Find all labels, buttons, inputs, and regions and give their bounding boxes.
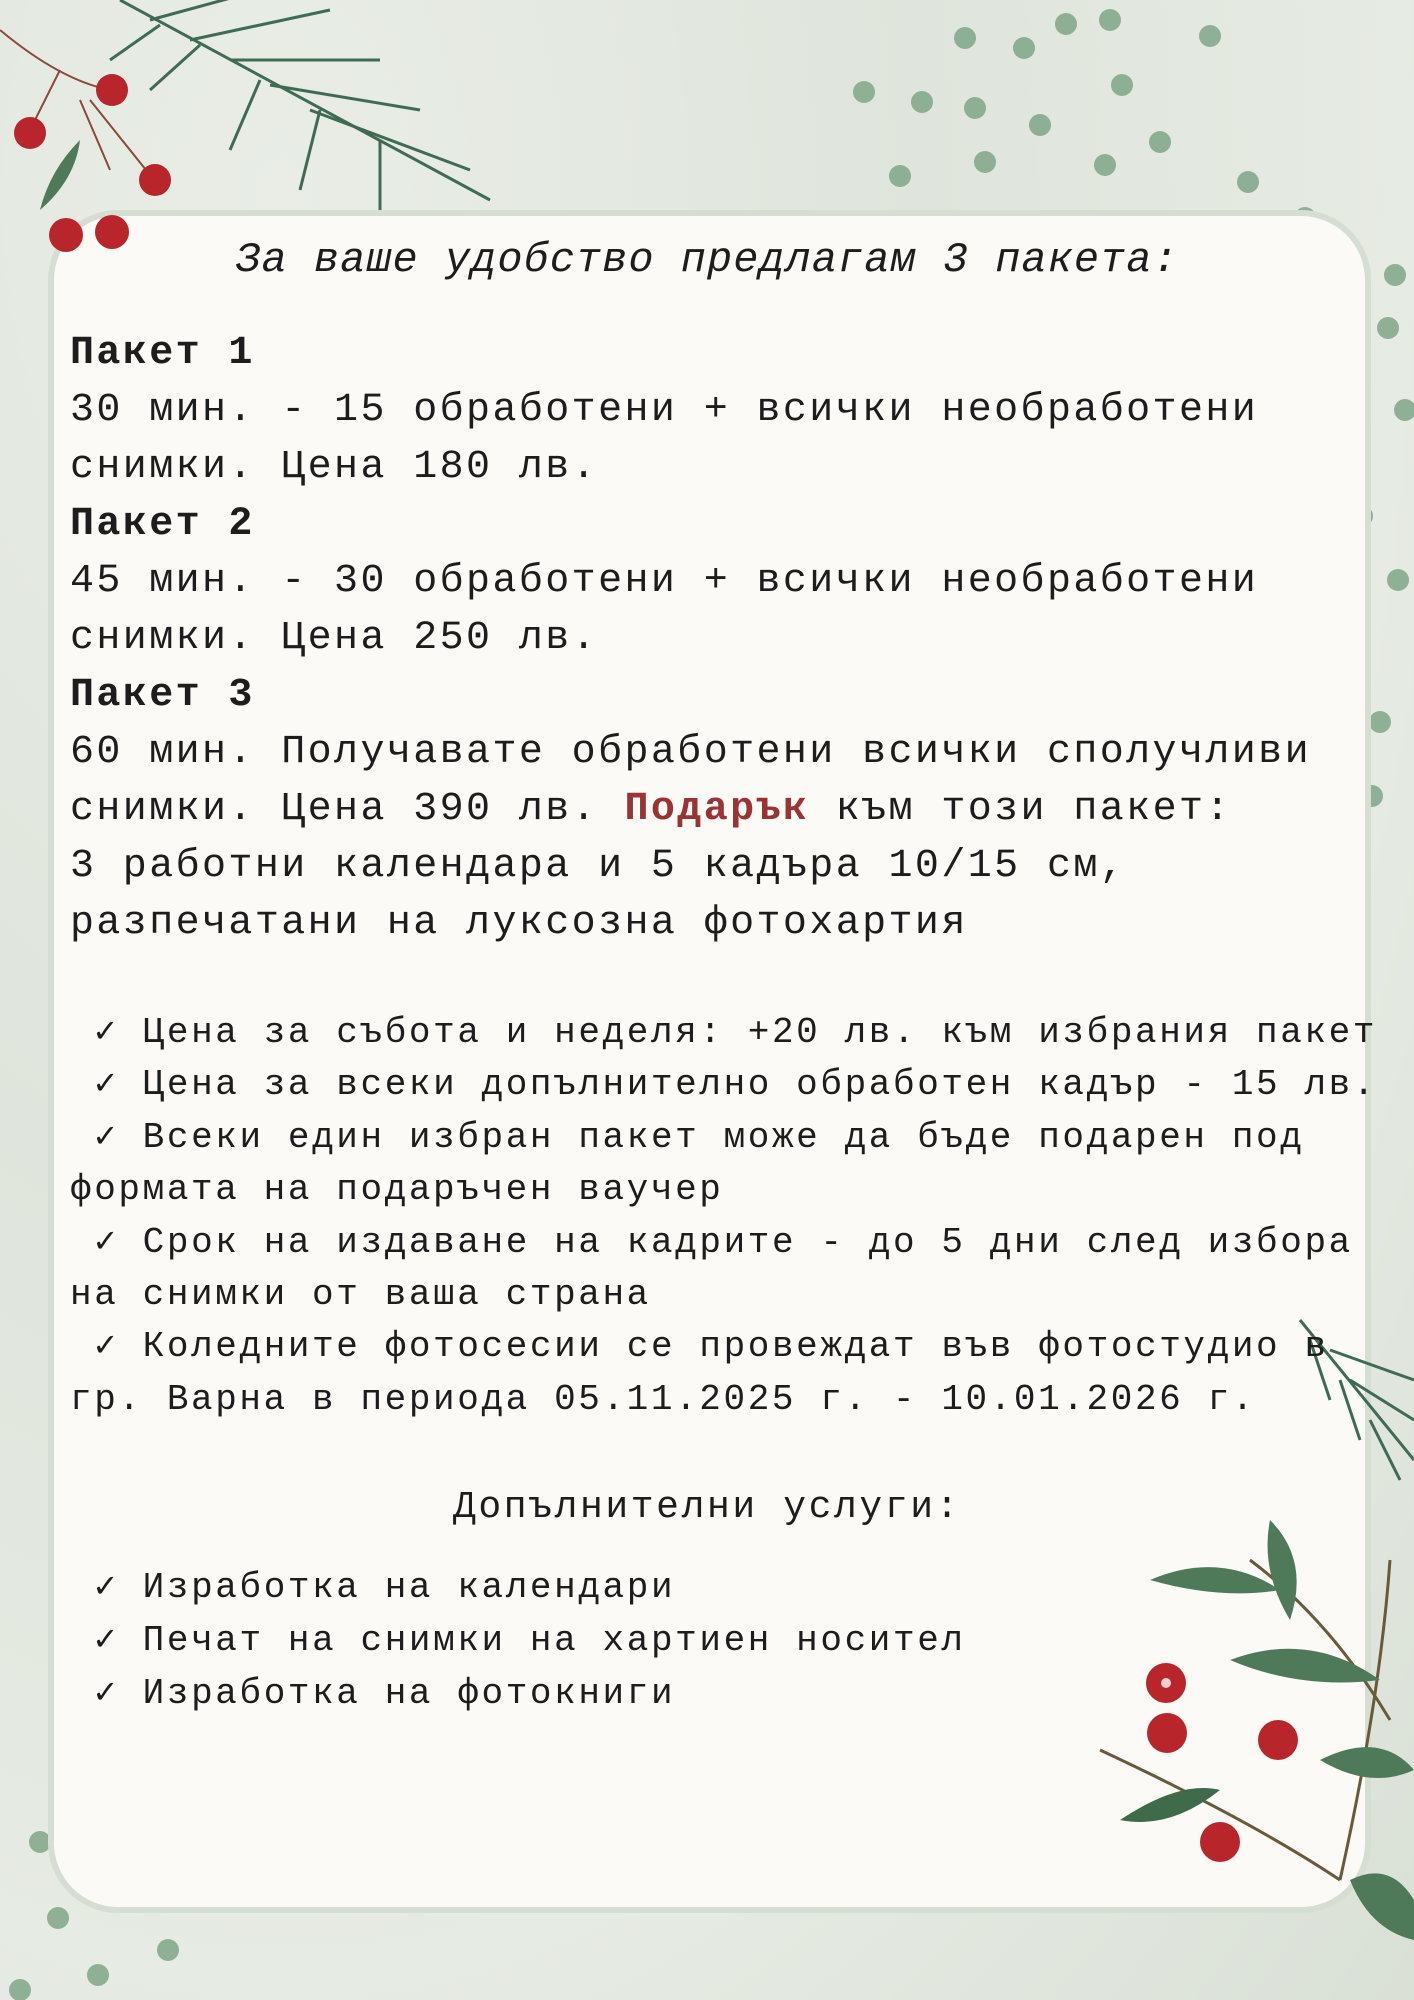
services-list [70,1561,966,1720]
package-3-heading: Пакет 3 [70,673,255,718]
package-3-gift-details-2: разпечатани на луксозна фотохартия [70,901,968,946]
condition-item: гр. Варна в периода 05.11.2025 г. - 10.01.2026 г. [70,1378,1256,1420]
condition-item: ✓ Всеки един избран пакет може да бъде подарен под [70,1116,1305,1158]
package-3-description: 60 мин. Получавате обработени всички сполучливи [70,730,1311,775]
package-1-description: 30 мин. - 15 обработени + всички необработени [70,388,1259,433]
package-1-price: снимки. Цена 180 лв. [70,445,599,490]
price-text: снимки. Цена 390 лв. [70,787,625,832]
package-1-heading: Пакет 1 [70,331,255,376]
package-3-gift-details: 3 работни календара и 5 кадъра 10/15 см, [70,844,1127,889]
condition-item: ✓ Коледните фотосесии се провеждат във фотостудио в [70,1326,1329,1368]
page-title: За ваше удобство предлагам 3 пакета: [235,236,1179,284]
condition-item: ✓ Срок на издаване на кадрите - до 5 дни след избора [70,1221,1353,1263]
condition-item: формата на подаръчен ваучер [70,1169,724,1211]
gift-label: Подарък [624,787,810,832]
conditions-list [70,1007,1378,1426]
holly-branch-icon [1100,1520,1414,1940]
package-2-price: снимки. Цена 250 лв. [70,616,599,661]
package-2-heading: Пакет 2 [70,502,255,547]
package-2-description: 45 мин. - 30 обработени + всички необработени [70,559,1259,604]
service-item: ✓ Изработка на календари [70,1567,676,1608]
berry-branch-top-icon [0,30,171,252]
condition-item: ✓ Цена за събота и неделя: +20 лв. към избрания пакет [70,1012,1378,1053]
packages-list [70,325,1311,952]
services-heading: Допълнителни услуги: [452,1486,962,1529]
gift-text: към този пакет: [809,787,1232,832]
service-item: ✓ Изработка на фотокниги [70,1673,676,1714]
condition-item: на снимки от ваша страна [70,1274,651,1316]
condition-item: ✓ Цена за всеки допълнително обработен кадър - 15 лв. [70,1064,1378,1106]
service-item: ✓ Печат на снимки на хартиен носител [70,1620,966,1661]
package-3-price [70,781,1311,838]
